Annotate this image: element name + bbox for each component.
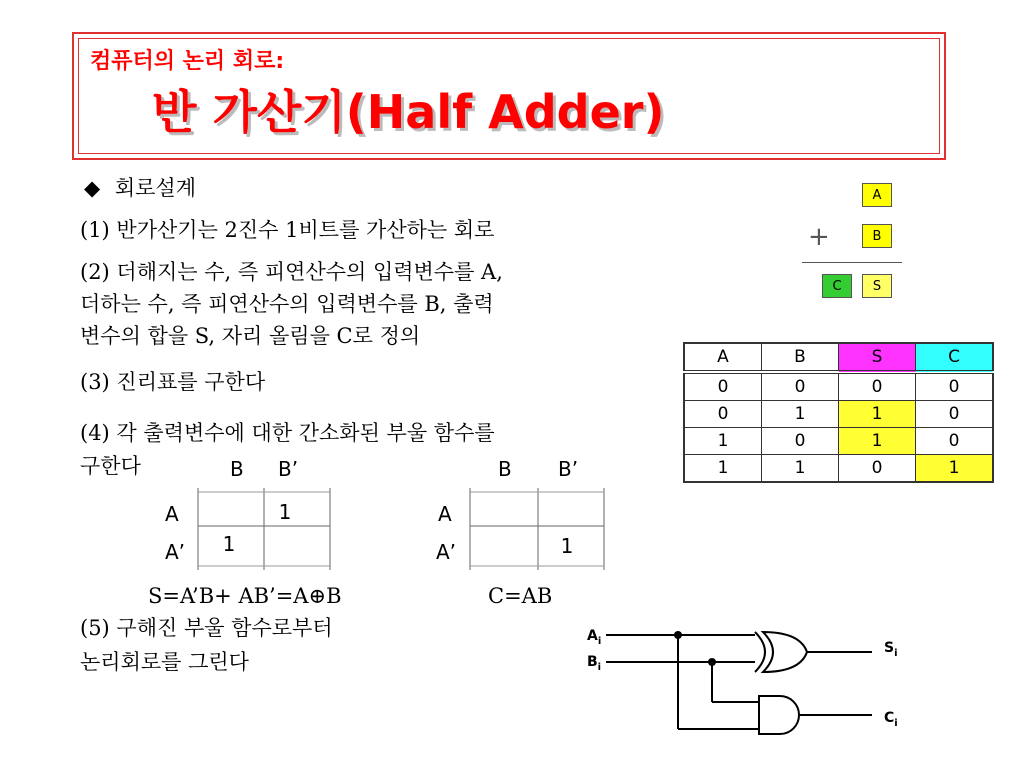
cell: 1 bbox=[684, 455, 762, 483]
kmap-c-cell: 1 bbox=[560, 534, 574, 558]
kmap-c-cell bbox=[538, 494, 604, 530]
cell: 1 bbox=[762, 455, 839, 483]
step-2-line-3: 변수의 합을 S, 자리 올림을 C로 정의 bbox=[80, 324, 421, 348]
operand-b-box: B bbox=[862, 224, 892, 248]
kmap-s-row-a-prime: A’ bbox=[165, 540, 186, 564]
junction-dot-a bbox=[674, 631, 682, 639]
cell-highlighted: 1 bbox=[916, 455, 994, 483]
plus-sign: + bbox=[808, 222, 830, 252]
cell-highlighted: 1 bbox=[839, 401, 916, 428]
header-b: B bbox=[762, 343, 839, 372]
equation-s: S=A’B+ AB’=A⊕B bbox=[148, 584, 342, 608]
step-1: (1) 반가산기는 2진수 1비트를 가산하는 회로 bbox=[80, 218, 495, 242]
step-2-line-2: 더하는 수, 즉 피연산수의 입력변수를 B, 출력 bbox=[80, 292, 494, 316]
header-s: S bbox=[839, 343, 916, 372]
step-5-line-1: (5) 구해진 부울 함수로부터 bbox=[80, 616, 333, 640]
cell: 1 bbox=[684, 428, 762, 455]
carry-box: C bbox=[822, 274, 852, 298]
cell: 0 bbox=[684, 401, 762, 428]
kmap-s-cell: 1 bbox=[278, 500, 292, 524]
sum-box: S bbox=[862, 274, 892, 298]
cell-highlighted: 1 bbox=[839, 428, 916, 455]
output-c-label: $C_i$ bbox=[884, 710, 898, 729]
kmap-s-col-b: B bbox=[230, 457, 244, 481]
step-2-line-1: (2) 더해지는 수, 즉 피연산수의 입력변수를 A, bbox=[80, 260, 503, 284]
equation-c: C=AB bbox=[488, 584, 553, 608]
cell: 0 bbox=[839, 455, 916, 483]
input-a-label: $A_i$ bbox=[587, 628, 602, 647]
cell: 0 bbox=[916, 401, 994, 428]
kmap-c-col-b-prime: B’ bbox=[558, 457, 579, 481]
bullet-text: 회로설계 bbox=[114, 176, 196, 200]
table-row bbox=[684, 372, 993, 401]
step-4-line-2: 구한다 bbox=[80, 454, 141, 478]
junction-dot-b bbox=[708, 658, 716, 666]
cell: 0 bbox=[762, 428, 839, 455]
kmap-c-cell bbox=[470, 494, 536, 530]
table-row bbox=[684, 401, 993, 428]
cell: 0 bbox=[762, 372, 839, 401]
page-title: 반 가산기(Half Adder) bbox=[152, 85, 665, 139]
kmap-s-cell bbox=[264, 526, 330, 562]
bullet-line bbox=[84, 178, 196, 199]
table-row bbox=[684, 455, 993, 483]
step-4-line-1: (4) 각 출력변수에 대한 간소화된 부울 함수를 bbox=[80, 421, 495, 445]
header-c: C bbox=[916, 343, 994, 372]
step-3: (3) 진리표를 구한다 bbox=[80, 370, 266, 394]
kmap-s-row-a: A bbox=[165, 502, 179, 526]
kmap-c-row-a: A bbox=[438, 502, 452, 526]
table-header-row bbox=[684, 343, 993, 372]
cell: 1 bbox=[762, 401, 839, 428]
step-5-line-2: 논리회로를 그린다 bbox=[80, 650, 249, 674]
kmap-c-row-a-prime: A’ bbox=[436, 540, 457, 564]
subtitle: 컴퓨터의 논리 회로: bbox=[90, 49, 285, 74]
kmap-s-cell: 1 bbox=[222, 532, 236, 556]
header-a: A bbox=[684, 343, 762, 372]
diamond-bullet-icon: ◆ bbox=[84, 176, 101, 200]
output-s-label: $S_i$ bbox=[884, 640, 898, 659]
kmap-s-col-b-prime: B’ bbox=[278, 457, 299, 481]
operand-a-box: A bbox=[862, 183, 892, 207]
cell: 0 bbox=[916, 372, 994, 401]
sum-line bbox=[802, 262, 902, 263]
kmap-c-col-b: B bbox=[498, 457, 512, 481]
table-row bbox=[684, 428, 993, 455]
input-b-label: $B_i$ bbox=[587, 654, 602, 673]
cell: 0 bbox=[684, 372, 762, 401]
truth-table bbox=[683, 342, 994, 483]
kmap-c-cell bbox=[470, 528, 536, 564]
half-adder-circuit bbox=[570, 618, 920, 738]
cell: 0 bbox=[839, 372, 916, 401]
cell: 0 bbox=[916, 428, 994, 455]
